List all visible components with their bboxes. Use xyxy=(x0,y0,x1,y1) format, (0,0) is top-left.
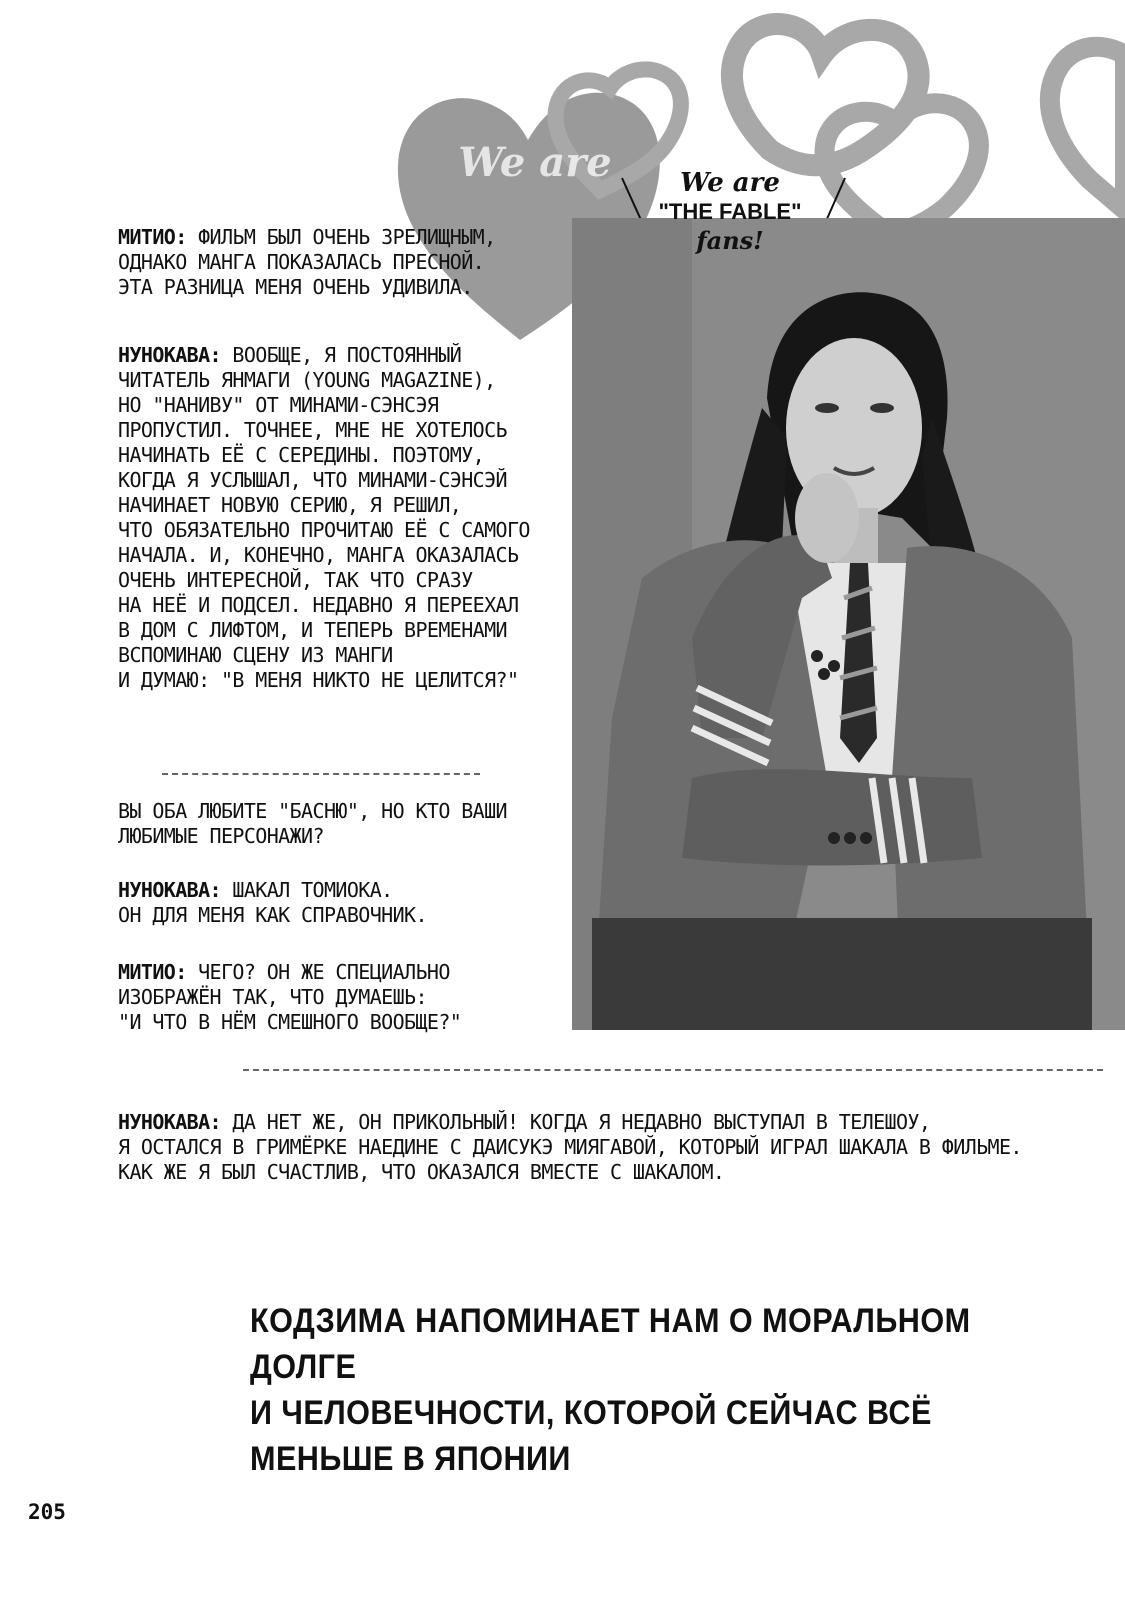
badge-line2: "THE FABLE" xyxy=(658,199,802,224)
interview-block-5 xyxy=(118,1110,1022,1185)
interview-text: ФИЛЬМ БЫЛ ОЧЕНЬ ЗРЕЛИЩНЫМ, ОДНАКО МАНГА ПОКАЗАЛАСЬ ПРЕСНОЙ. ЭТА РАЗНИЦА МЕНЯ ОЧЕНЬ УДИВИЛА. xyxy=(118,225,496,299)
speaker-label: НУНОКАВА: xyxy=(118,878,233,902)
outline-heart-icon xyxy=(1050,47,1125,210)
speaker-label: МИТИО: xyxy=(118,960,199,984)
interview-question: ВЫ ОБА ЛЮБИТЕ "БАСНЮ", НО КТО ВАШИ ЛЮБИМЫЕ ПЕРСОНАЖИ? xyxy=(118,799,507,848)
ghost-badge-line1: We are xyxy=(458,139,612,186)
page-number: 205 xyxy=(28,1500,66,1524)
interview-block-3 xyxy=(118,878,427,928)
interview-text: ВООБЩЕ, Я ПОСТОЯННЫЙ ЧИТАТЕЛЬ ЯНМАГИ (YOUNG MAGAZINE), НО "НАНИВУ" ОТ МИНАМИ-СЭНСЭЯ ПРОПУСТИЛ. ТОЧНЕЕ, МНЕ НЕ ХОТЕЛОСЬ НАЧИНАТЬ ЕЁ С СЕРЕДИНЫ. ПОЭТОМУ, КОГДА Я УСЛЫШАЛ, ЧТО МИНАМИ-СЭНСЭЙ НАЧИНАЕТ НОВУЮ СЕРИЮ, Я РЕШИЛ, ЧТО ОБЯЗАТЕЛЬНО ПРОЧИТАЮ ЕЁ С САМОГО НАЧАЛА. И, КОНЕЧНО, МАНГА ОКАЗАЛАСЬ ОЧЕНЬ ИНТЕРЕСНОЙ, ТАК ЧТО СРАЗУ НА НЕЁ И ПОДСЕЛ. НЕДАВНО Я ПЕРЕЕХАЛ В ДОМ С ЛИФТОМ, И ТЕПЕРЬ ВРЕМЕНАМИ ВСПОМИНАЮ СЦЕНУ ИЗ МАНГИ И ДУМАЮ: "В МЕНЯ НИКТО НЕ ЦЕЛИТСЯ?" xyxy=(118,343,530,692)
interview-text: ДА НЕТ ЖЕ, ОН ПРИКОЛЬНЫЙ! КОГДА Я НЕДАВНО ВЫСТУПАЛ В ТЕЛЕШОУ, Я ОСТАЛСЯ В ГРИМЁРКЕ НАЕДИНЕ С ДАИСУКЭ МИЯГАВОЙ, КОТОРЫЙ ИГРАЛ ШАКАЛА В ФИЛЬМЕ. КАК ЖЕ Я БЫЛ СЧАСТЛИВ, ЧТО ОКАЗАЛСЯ ВМЕСТЕ С ШАКАЛОМ. xyxy=(118,1110,1022,1184)
interview-block-1 xyxy=(118,225,496,300)
interview-block-4 xyxy=(118,960,461,1035)
speaker-label: НУНОКАВА: xyxy=(118,1110,233,1134)
interviewee-photo xyxy=(572,218,1125,1030)
interview-text: ШАКАЛ ТОМИОКА. ОН ДЛЯ МЕНЯ КАК СПРАВОЧНИК. xyxy=(118,878,427,927)
divider xyxy=(162,773,480,775)
speaker-label: НУНОКАВА: xyxy=(118,343,233,367)
badge-line3: fans! xyxy=(696,226,764,255)
divider xyxy=(243,1069,1103,1071)
interview-block-2 xyxy=(118,343,530,693)
fable-fans-badge xyxy=(655,168,805,256)
speaker-label: МИТИО: xyxy=(118,225,199,249)
person-silhouette xyxy=(572,218,1125,1030)
ghost-badge-text xyxy=(445,140,625,186)
interview-text: ЧЕГО? ОН ЖЕ СПЕЦИАЛЬНО ИЗОБРАЖЁН ТАК, ЧТО ДУМАЕШЬ: "И ЧТО В НЁМ СМЕШНОГО ВООБЩЕ?" xyxy=(118,960,462,1034)
badge-line1: We are xyxy=(680,168,780,198)
headline: КОДЗИМА НАПОМИНАЕТ НАМ О МОРАЛЬНОМ ДОЛГЕ И ЧЕЛОВЕЧНОСТИ, КОТОРОЙ СЕЙЧАС ВСЁ МЕНЬШЕ В ЯПОНИИ xyxy=(250,1302,971,1478)
